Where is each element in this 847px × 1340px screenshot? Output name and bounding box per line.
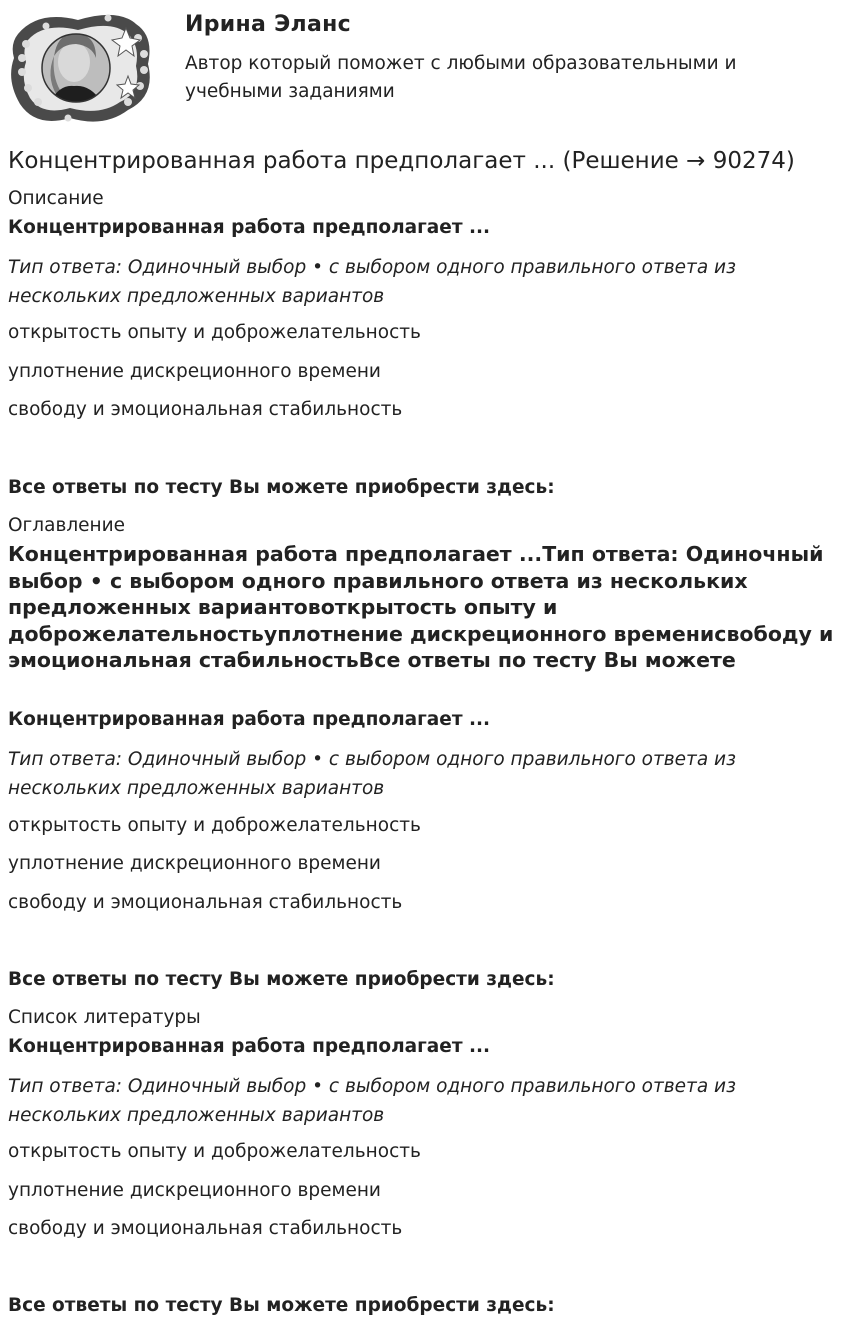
answer-option: уплотнение дискреционного времени	[8, 361, 381, 382]
page-title: Концентрированная работа предполагает ... (Решение → 90274)	[8, 148, 795, 174]
avatar-film-frame-icon	[8, 6, 153, 126]
description-section-label: Описание	[8, 188, 104, 209]
page	[8, 0, 839, 1316]
answer-option: свободу и эмоциональная стабильность	[8, 1218, 403, 1239]
question-title: Концентрированная работа предполагает ...	[8, 1036, 491, 1057]
buy-answers-text: Все ответы по тесту Вы можете приобрести здесь:	[8, 969, 555, 990]
answer-option: открытость опыту и доброжелательность	[8, 1141, 421, 1162]
author-description: Автор который поможет с любыми образовательными и учебными заданиями	[185, 53, 737, 102]
question-type: Тип ответа: Одиночный выбор • с выбором одного правильного ответа из нескольких предложенных вариантов	[8, 257, 736, 307]
question-title: Концентрированная работа предполагает ...	[8, 217, 491, 238]
author-header	[8, 0, 839, 130]
avatar	[8, 6, 153, 126]
answer-option: свободу и эмоциональная стабильность	[8, 399, 403, 420]
answer-option: уплотнение дискреционного времени	[8, 1180, 381, 1201]
answer-option: свободу и эмоциональная стабильность	[8, 892, 403, 913]
answer-option: открытость опыту и доброжелательность	[8, 815, 421, 836]
answer-option: открытость опыту и доброжелательность	[8, 322, 421, 343]
buy-answers-text: Все ответы по тесту Вы можете приобрести здесь:	[8, 1295, 555, 1316]
toc-summary: Концентрированная работа предполагает ...Тип ответа: Одиночный выбор • с выбором одного правильного ответа из нескольких предложенных вариантовоткрытость опыту и доброжелательностьуплотнение дискреционного временисвободу и эмоциональная стабильностьВсе ответы по тесту Вы можете	[8, 542, 834, 672]
author-name[interactable]: Ирина Эланс	[185, 12, 351, 37]
question-title: Концентрированная работа предполагает ...	[8, 709, 491, 730]
buy-answers-text: Все ответы по тесту Вы можете приобрести здесь:	[8, 477, 555, 498]
question-type: Тип ответа: Одиночный выбор • с выбором одного правильного ответа из нескольких предложенных вариантов	[8, 1076, 736, 1126]
answer-option: уплотнение дискреционного времени	[8, 853, 381, 874]
literature-section-label: Список литературы	[8, 1007, 201, 1028]
toc-section-label: Оглавление	[8, 515, 126, 536]
question-type: Тип ответа: Одиночный выбор • с выбором одного правильного ответа из нескольких предложенных вариантов	[8, 749, 736, 799]
